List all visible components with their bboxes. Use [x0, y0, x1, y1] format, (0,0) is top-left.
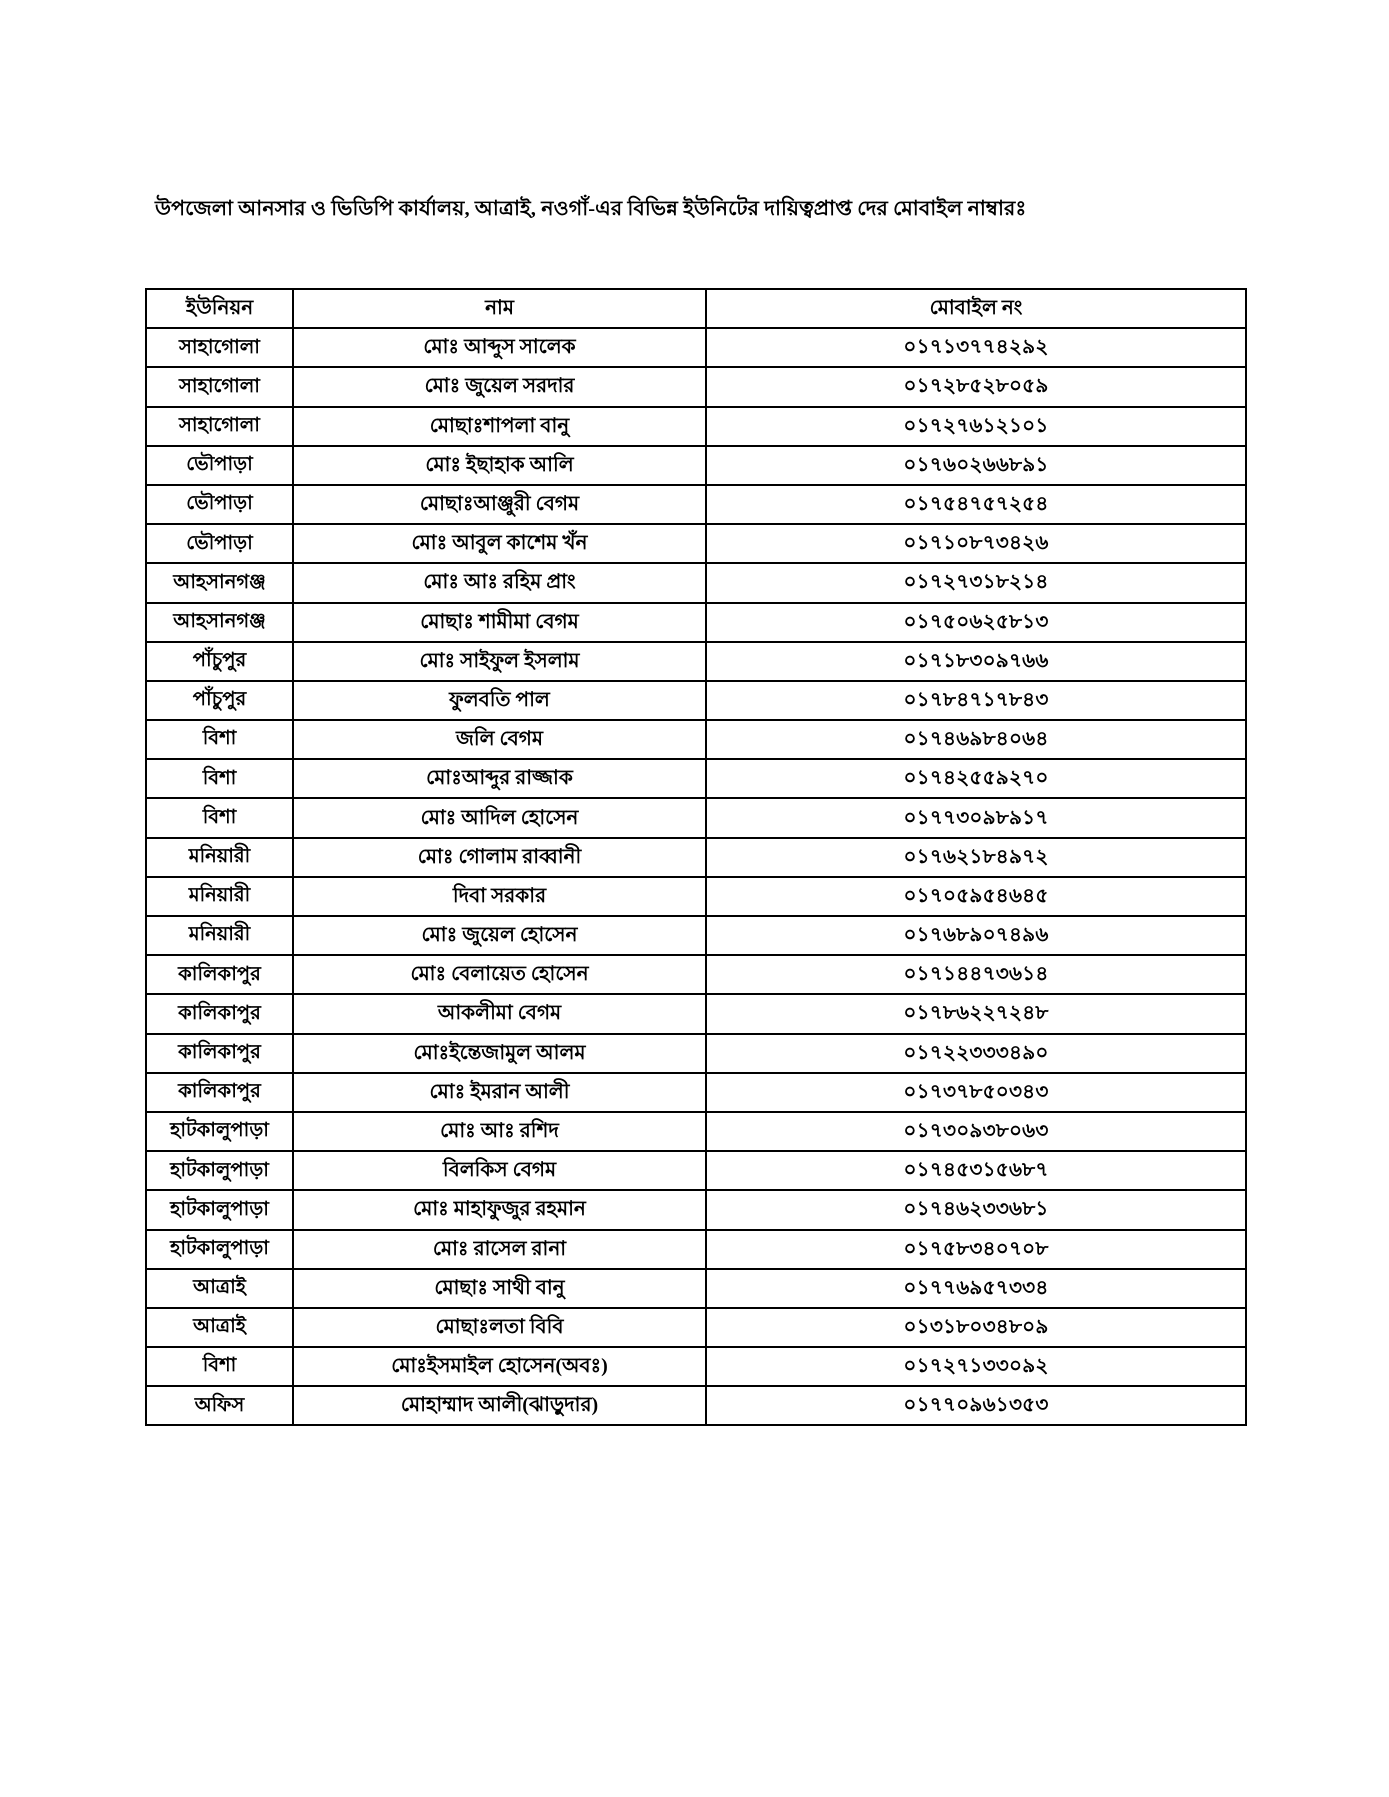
- cell-union: কালিকাপুর: [146, 1034, 293, 1073]
- table-body: [146, 328, 1246, 1425]
- cell-union: হাটকালুপাড়া: [146, 1112, 293, 1151]
- cell-name: মোঃইসমাইল হোসেন(অবঃ): [293, 1347, 706, 1386]
- table-row: [146, 328, 1246, 367]
- cell-mobile: ০১৭১০৮৭৩৪২৬: [706, 524, 1246, 563]
- cell-name: জলি বেগম: [293, 720, 706, 759]
- cell-union: হাটকালুপাড়া: [146, 1230, 293, 1269]
- cell-name: আকলীমা বেগম: [293, 994, 706, 1033]
- cell-union: আহসানগঞ্জ: [146, 603, 293, 642]
- cell-union: আত্রাই: [146, 1269, 293, 1308]
- cell-name: মোহাম্মাদ আলী(ঝাড়ুদার): [293, 1386, 706, 1425]
- cell-name: মোঃআব্দুর রাজ্জাক: [293, 759, 706, 798]
- cell-mobile: ০১৭৫৮৩৪০৭০৮: [706, 1230, 1246, 1269]
- cell-name: দিবা সরকার: [293, 877, 706, 916]
- table-row: [146, 1034, 1246, 1073]
- table-row: [146, 1112, 1246, 1151]
- cell-name: ফুলবতি পাল: [293, 681, 706, 720]
- table-row: [146, 524, 1246, 563]
- cell-mobile: ০১৭১৮৩০৯৭৬৬: [706, 642, 1246, 681]
- cell-union: বিশা: [146, 1347, 293, 1386]
- cell-union: আত্রাই: [146, 1308, 293, 1347]
- cell-mobile: ০১৭৫০৬২৫৮১৩: [706, 603, 1246, 642]
- table-row: [146, 563, 1246, 602]
- cell-union: পাঁচুপুর: [146, 642, 293, 681]
- table-row: [146, 1073, 1246, 1112]
- cell-name: মোঃ জুয়েল সরদার: [293, 367, 706, 406]
- cell-name: মোঃ আব্দুস সালেক: [293, 328, 706, 367]
- column-header-name: নাম: [293, 289, 706, 328]
- cell-union: ভৌপাড়া: [146, 485, 293, 524]
- cell-name: মোঃইন্তেজামুল আলম: [293, 1034, 706, 1073]
- cell-union: কালিকাপুর: [146, 955, 293, 994]
- cell-name: মোঃ সাইফুল ইসলাম: [293, 642, 706, 681]
- table-row: [146, 407, 1246, 446]
- cell-name: মোঃ আঃ রশিদ: [293, 1112, 706, 1151]
- cell-name: মোঃ বেলায়েত হোসেন: [293, 955, 706, 994]
- table-row: [146, 367, 1246, 406]
- cell-mobile: ০১৭০৫৯৫৪৬৪৫: [706, 877, 1246, 916]
- cell-union: কালিকাপুর: [146, 994, 293, 1033]
- table-row: [146, 642, 1246, 681]
- table-row: [146, 1347, 1246, 1386]
- cell-union: কালিকাপুর: [146, 1073, 293, 1112]
- cell-name: মোছাঃশাপলা বানু: [293, 407, 706, 446]
- cell-name: মোঃ ইমরান আলী: [293, 1073, 706, 1112]
- cell-mobile: ০১৭২৭৬১২১০১: [706, 407, 1246, 446]
- cell-mobile: ০১৭৪৬২৩৩৬৮১: [706, 1190, 1246, 1229]
- cell-name: মোঃ গোলাম রাব্বানী: [293, 838, 706, 877]
- cell-mobile: ০১৭৪৬৯৮৪০৬৪: [706, 720, 1246, 759]
- cell-mobile: ০১৭৪২৫৫৯২৭০: [706, 759, 1246, 798]
- cell-mobile: ০১৭৩৭৮৫০৩৪৩: [706, 1073, 1246, 1112]
- table-row: [146, 877, 1246, 916]
- table-row: [146, 720, 1246, 759]
- cell-name: মোছাঃআঞ্জুরী বেগম: [293, 485, 706, 524]
- cell-name: মোছাঃলতা বিবি: [293, 1308, 706, 1347]
- cell-mobile: ০১৭৫৪৭৫৭২৫৪: [706, 485, 1246, 524]
- table-header-row: [146, 289, 1246, 328]
- cell-mobile: ০১৭৮৪৭১৭৮৪৩: [706, 681, 1246, 720]
- cell-mobile: ০১৭৪৫৩১৫৬৮৭: [706, 1151, 1246, 1190]
- table-row: [146, 1386, 1246, 1425]
- column-header-mobile: মোবাইল নং: [706, 289, 1246, 328]
- page-title: উপজেলা আনসার ও ভিডিপি কার্যালয়, আত্রাই, নওগাঁ-এর বিভিন্ন ইউনিটের দায়িত্বপ্রাপ্ত দের মোবাইল নাম্বারঃ: [155, 198, 1027, 220]
- table-row: [146, 485, 1246, 524]
- cell-union: বিশা: [146, 720, 293, 759]
- cell-name: মোঃ আদিল হোসেন: [293, 798, 706, 837]
- table-row: [146, 759, 1246, 798]
- cell-mobile: ০১৭৭০৯৬১৩৫৩: [706, 1386, 1246, 1425]
- cell-union: সাহাগোলা: [146, 407, 293, 446]
- cell-mobile: ০১৭৭৩০৯৮৯১৭: [706, 798, 1246, 837]
- cell-mobile: ০১৭৬০২৬৬৮৯১: [706, 446, 1246, 485]
- cell-mobile: ০১৭১৪৪৭৩৬১৪: [706, 955, 1246, 994]
- table-row: [146, 994, 1246, 1033]
- table-row: [146, 1151, 1246, 1190]
- cell-mobile: ০১৭১৩৭৭৪২৯২: [706, 328, 1246, 367]
- cell-mobile: ০১৭২৭১৩৩০৯২: [706, 1347, 1246, 1386]
- cell-name: মোঃ আঃ রহিম প্রাং: [293, 563, 706, 602]
- cell-mobile: ০১৭৩০৯৩৮০৬৩: [706, 1112, 1246, 1151]
- table-row: [146, 603, 1246, 642]
- cell-union: মনিয়ারী: [146, 838, 293, 877]
- cell-name: মোঃ ইছাহাক আলি: [293, 446, 706, 485]
- cell-union: বিশা: [146, 759, 293, 798]
- cell-union: আহসানগঞ্জ: [146, 563, 293, 602]
- cell-union: ভৌপাড়া: [146, 446, 293, 485]
- cell-union: পাঁচুপুর: [146, 681, 293, 720]
- cell-union: হাটকালুপাড়া: [146, 1190, 293, 1229]
- cell-mobile: ০১৭২৭৩১৮২১৪: [706, 563, 1246, 602]
- cell-mobile: ০১৭৮৬২২৭২৪৮: [706, 994, 1246, 1033]
- table-row: [146, 1190, 1246, 1229]
- table-row: [146, 681, 1246, 720]
- cell-union: সাহাগোলা: [146, 328, 293, 367]
- table-row: [146, 1230, 1246, 1269]
- table-row: [146, 798, 1246, 837]
- cell-name: মোঃ মাহাফুজুর রহমান: [293, 1190, 706, 1229]
- cell-name: মোঃ আবুল কাশেম খঁন: [293, 524, 706, 563]
- cell-mobile: ০১৭৬২১৮৪৯৭২: [706, 838, 1246, 877]
- cell-union: সাহাগোলা: [146, 367, 293, 406]
- cell-name: মোঃ রাসেল রানা: [293, 1230, 706, 1269]
- cell-union: ভৌপাড়া: [146, 524, 293, 563]
- table-row: [146, 955, 1246, 994]
- table-row: [146, 446, 1246, 485]
- cell-mobile: ০১৭৬৮৯০৭৪৯৬: [706, 916, 1246, 955]
- cell-name: মোছাঃ শামীমা বেগম: [293, 603, 706, 642]
- cell-mobile: ০১৩১৮০৩৪৮০৯: [706, 1308, 1246, 1347]
- cell-mobile: ০১৭২৮৫২৮০৫৯: [706, 367, 1246, 406]
- cell-union: মনিয়ারী: [146, 877, 293, 916]
- table-row: [146, 838, 1246, 877]
- table-row: [146, 1308, 1246, 1347]
- cell-name: মোছাঃ সাথী বানু: [293, 1269, 706, 1308]
- column-header-union: ইউনিয়ন: [146, 289, 293, 328]
- contact-table: [145, 288, 1247, 1426]
- table-row: [146, 916, 1246, 955]
- cell-name: মোঃ জুয়েল হোসেন: [293, 916, 706, 955]
- cell-name: বিলকিস বেগম: [293, 1151, 706, 1190]
- cell-union: হাটকালুপাড়া: [146, 1151, 293, 1190]
- cell-union: অফিস: [146, 1386, 293, 1425]
- table-row: [146, 1269, 1246, 1308]
- cell-mobile: ০১৭২২৩৩৩৪৯০: [706, 1034, 1246, 1073]
- cell-union: বিশা: [146, 798, 293, 837]
- cell-union: মনিয়ারী: [146, 916, 293, 955]
- cell-mobile: ০১৭৭৬৯৫৭৩৩৪: [706, 1269, 1246, 1308]
